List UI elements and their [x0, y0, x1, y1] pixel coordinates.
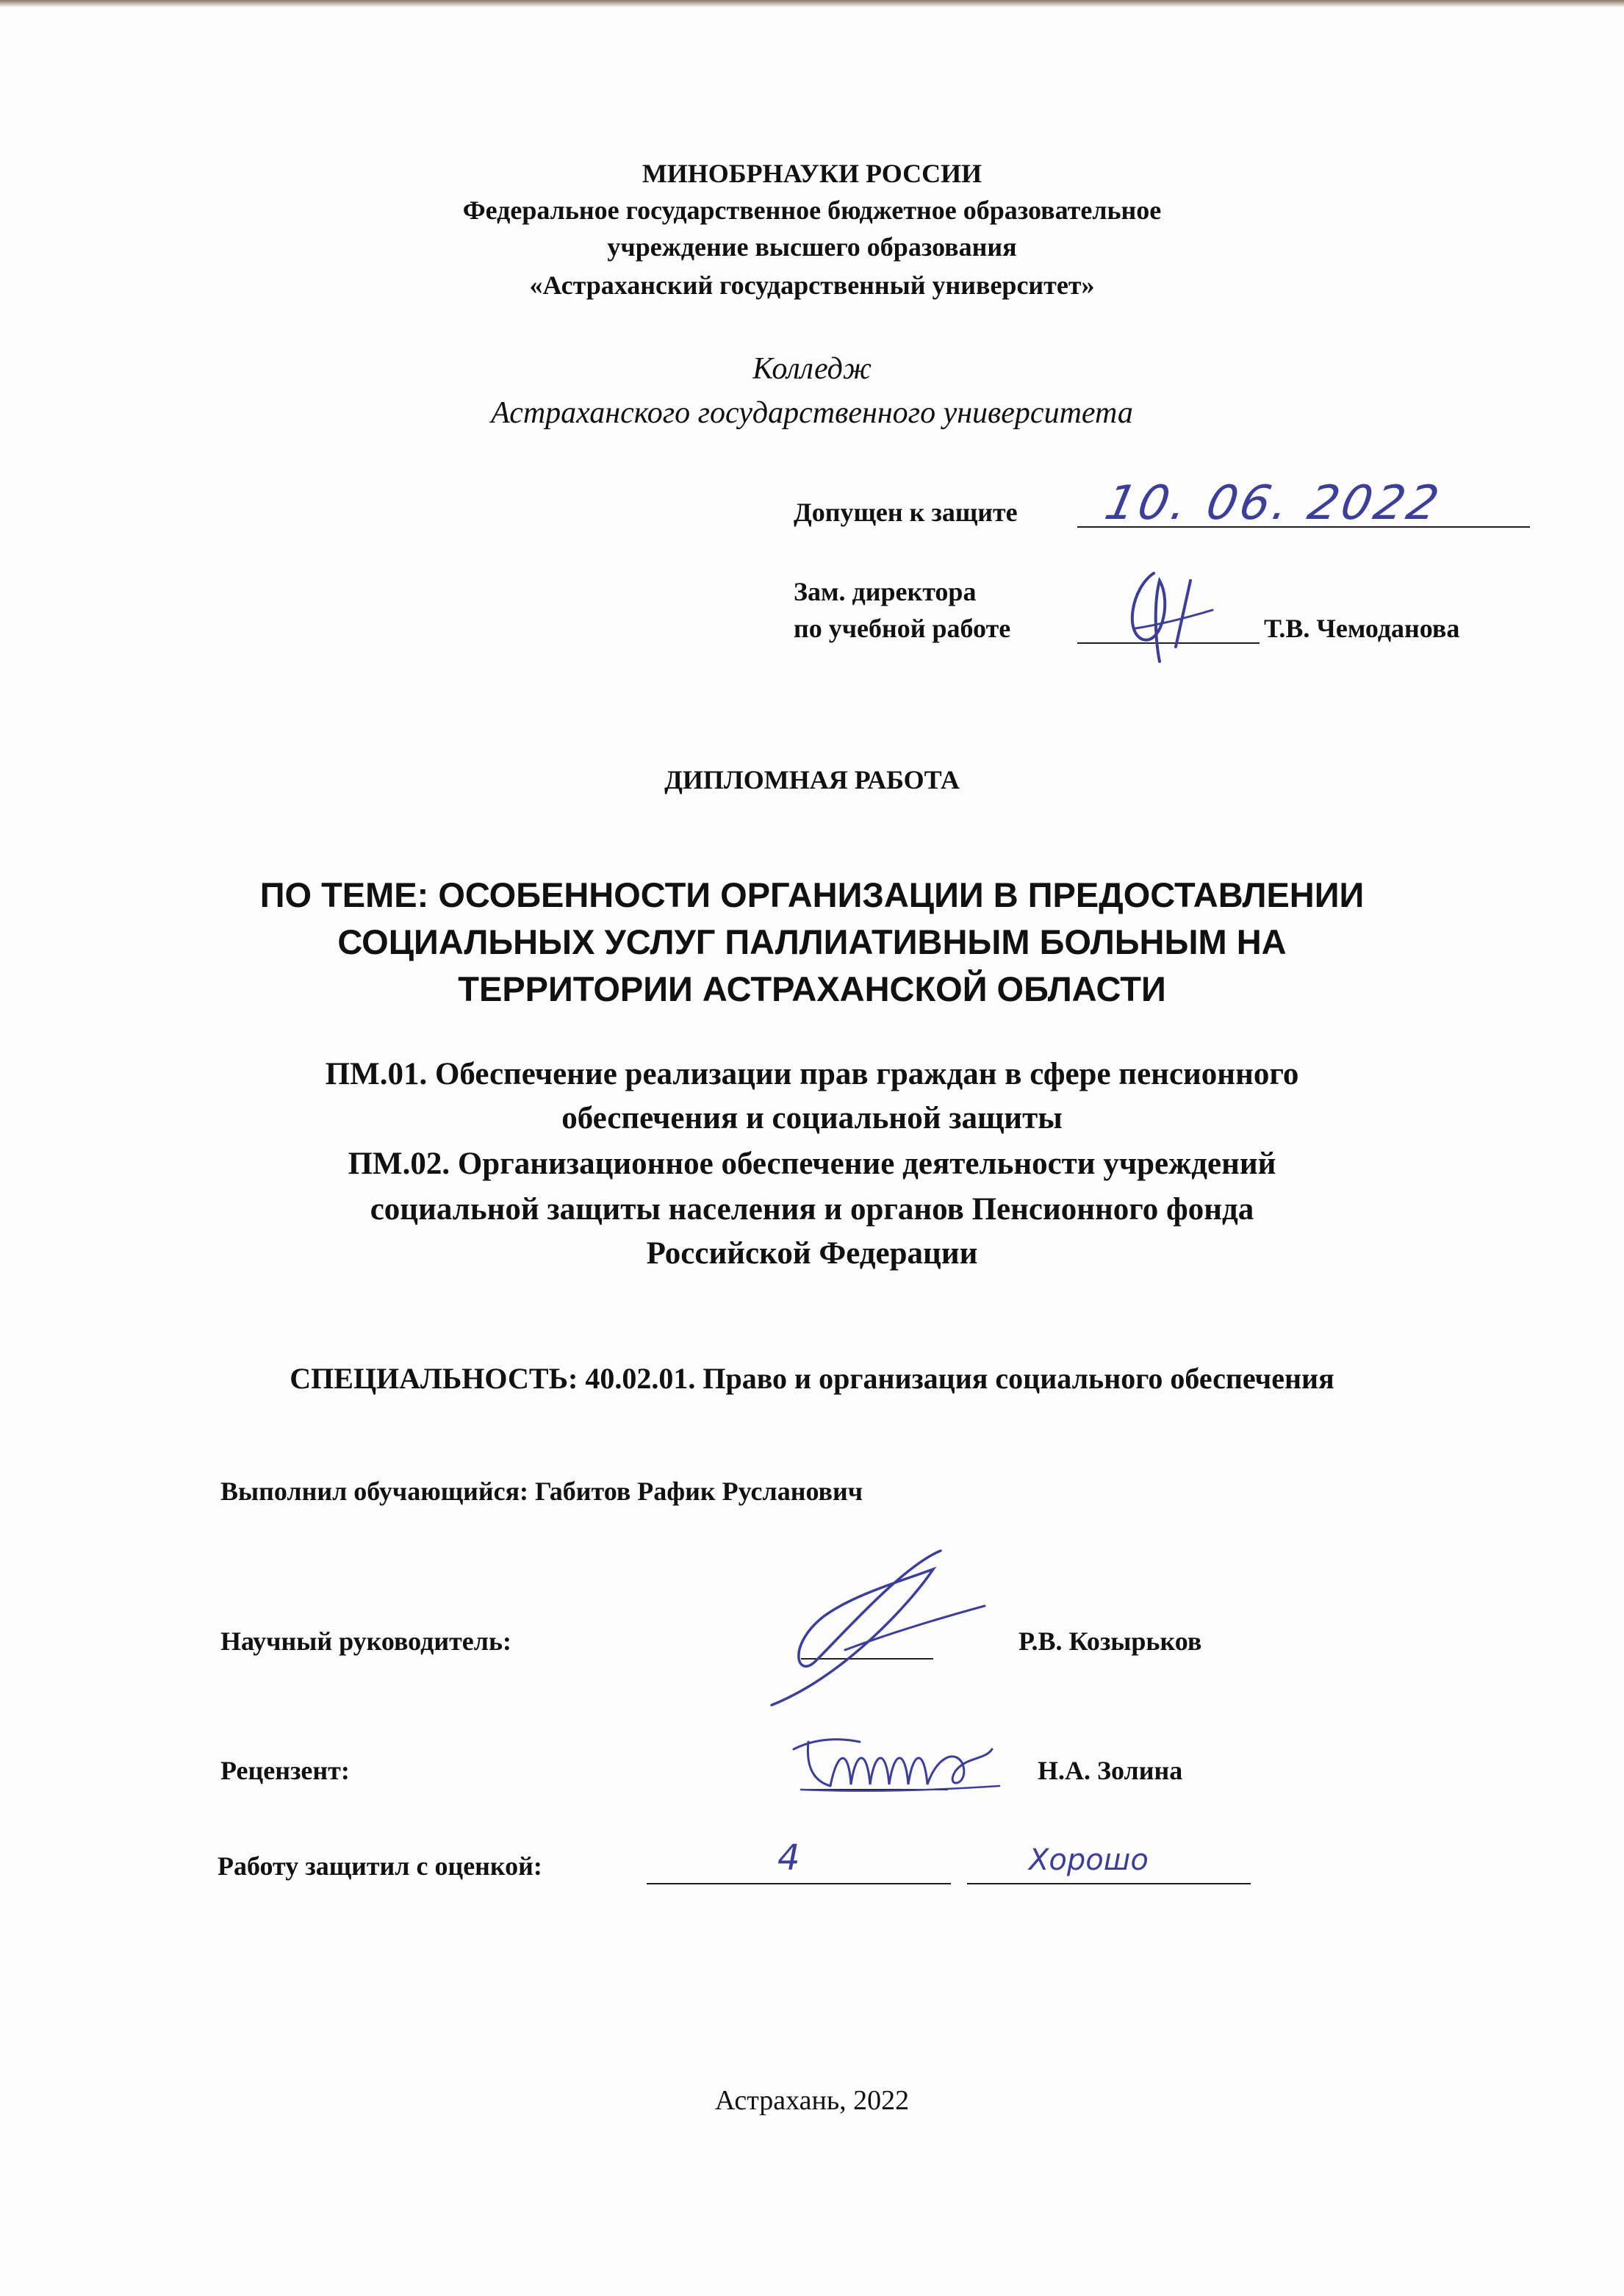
topic-line-3: ТЕРРИТОРИИ АСТРАХАНСКОЙ ОБЛАСТИ — [458, 969, 1166, 1008]
institution-line-2: учреждение высшего образования — [607, 232, 1017, 262]
supervisor-label: Научный руководитель: — [220, 1626, 511, 1656]
reviewer-name: Н.А. Золина — [1038, 1756, 1183, 1785]
pm-line-1: ПМ.01. Обеспечение реализации прав граждан в сфере пенсионного — [325, 1057, 1299, 1091]
supervisor-name: Р.В. Козырьков — [1018, 1626, 1202, 1656]
student-line: Выполнил обучающийся: Габитов Рафик Русланович — [220, 1477, 863, 1506]
reviewer-signature — [779, 1720, 1014, 1808]
document-type: ДИПЛОМНАЯ РАБОТА — [664, 765, 960, 794]
handwritten-date: 10. 06. 2022 — [1100, 476, 1446, 531]
reviewer-label: Рецензент: — [220, 1756, 350, 1785]
grade-number-line — [647, 1883, 951, 1884]
pm-line-3: ПМ.02. Организационное обеспечение деятельности учреждений — [348, 1147, 1276, 1181]
university-name: «Астраханский государственный университет» — [529, 270, 1095, 300]
pm-line-2: обеспечения и социальной защиты — [561, 1101, 1063, 1136]
college-line-2: Астраханского государственного университета — [491, 396, 1133, 430]
deputy-name: Т.В. Чемоданова — [1264, 614, 1460, 643]
topic-line-2: СОЦИАЛЬНЫХ УСЛУГ ПАЛЛИАТИВНЫМ БОЛЬНЫМ НА — [337, 922, 1287, 961]
grade-label: Работу защитил с оценкой: — [218, 1851, 542, 1881]
grade-word-line — [967, 1883, 1251, 1884]
deputy-label-1: Зам. директора — [794, 577, 977, 606]
specialty: СПЕЦИАЛЬНОСТЬ: 40.02.01. Право и организация социального обеспечения — [290, 1362, 1334, 1395]
deputy-label-2: по учебной работе — [794, 614, 1011, 643]
grade-number: 4 — [777, 1837, 800, 1879]
admission-label: Допущен к защите — [794, 498, 1018, 527]
supervisor-signature — [757, 1536, 999, 1712]
institution-line-1: Федеральное государственное бюджетное образовательное — [462, 195, 1162, 225]
grade-word: Хорошо — [1029, 1843, 1149, 1877]
deputy-signature — [1102, 559, 1235, 669]
college-line-1: Колледж — [752, 352, 872, 386]
topic-line-1: ПО ТЕМЕ: ОСОБЕННОСТИ ОРГАНИЗАЦИИ В ПРЕДОСТАВЛЕНИИ — [259, 875, 1365, 914]
pm-line-5: Российской Федерации — [646, 1236, 978, 1271]
pm-line-4: социальной защиты населения и органов Пенсионного фонда — [370, 1192, 1254, 1227]
city-year: Астрахань, 2022 — [714, 2085, 910, 2116]
ministry-line: МИНОБРНАУКИ РОССИИ — [642, 159, 982, 188]
scan-edge — [0, 0, 1624, 7]
